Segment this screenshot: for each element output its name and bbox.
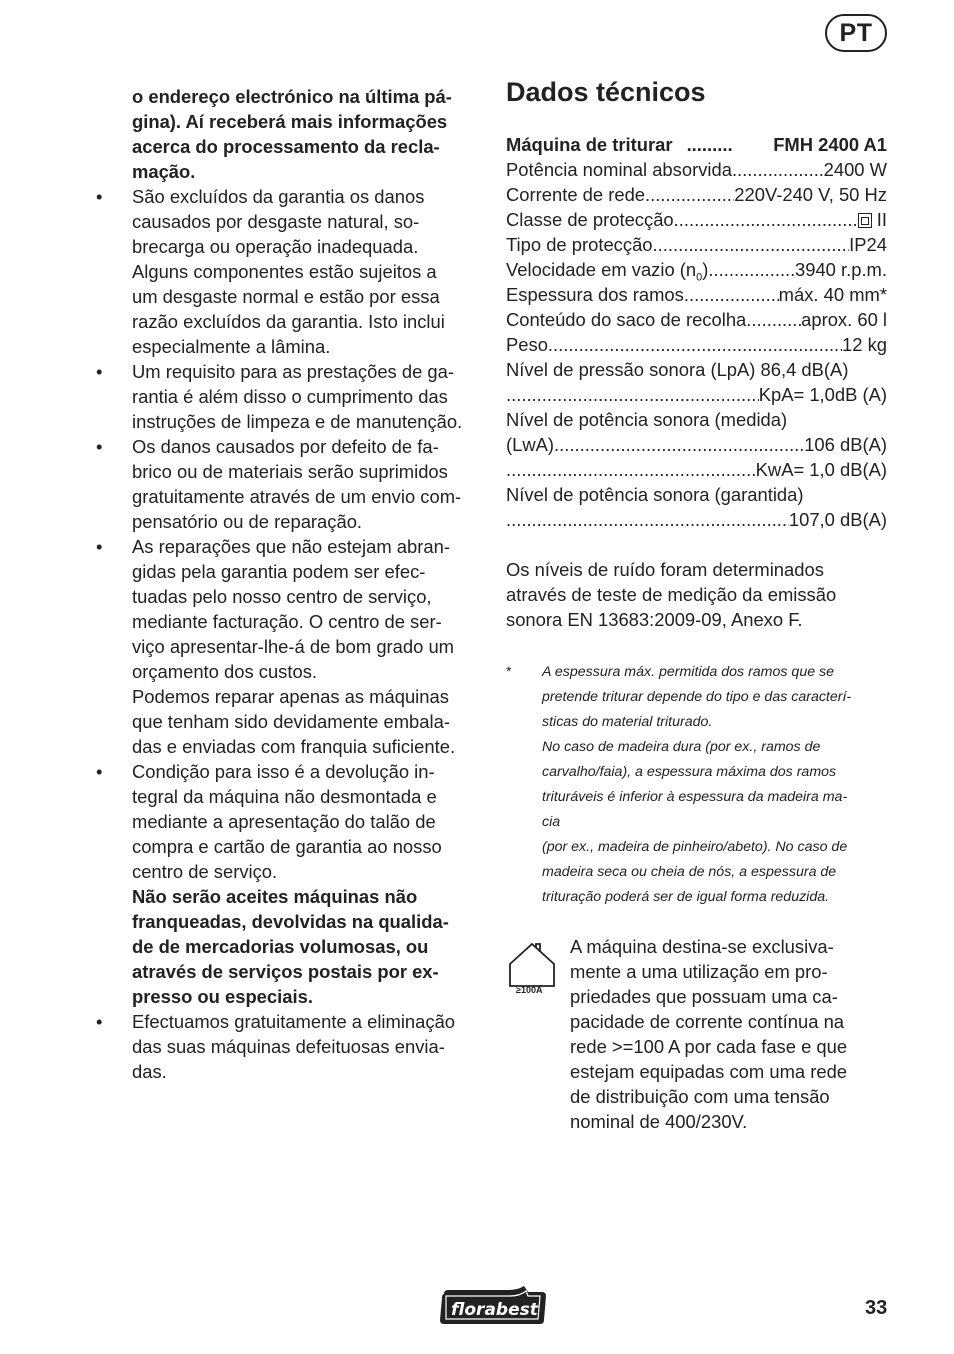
bullet-icon: • bbox=[96, 536, 103, 557]
bullet-icon: • bbox=[96, 436, 103, 457]
spec-list bbox=[506, 132, 887, 532]
intro-paragraph: o endereço electrónico na última pá- gina). Aí receberá mais informações acerca do processamento da recla- mação. bbox=[132, 86, 452, 182]
spec-row-lwa-measured-title: Nível de potência sonora (medida) bbox=[506, 409, 788, 430]
list-item: • As reparações que não estejam abran- gidas pela garantia podem ser efec- tuadas pelo nosso centro de serviço, mediante facturação. O centro de ser- viço apresentar-lhe-á de bom grado um orçamento dos custos. Podemos reparar apenas as máquinas que tenham sido devidamente embala- das e enviadas com franquia suficiente. bbox=[95, 534, 485, 759]
list-item: • Efectuamos gratuitamente a eliminação das suas máquinas defeituosas envia- das. bbox=[96, 1011, 456, 1082]
list-item: • Um requisito para as prestações de ga- rantia é além disso o cumprimento das instruções de limpeza e de manutenção. bbox=[96, 361, 463, 432]
spec-row-weight: Peso ..... 12 kg bbox=[506, 332, 887, 357]
spec-row-lpa: Nível de pressão sonora (LpA) 86,4 dB(A) bbox=[506, 359, 849, 380]
bullet-icon: • bbox=[96, 361, 103, 382]
house-icon-label: ≥100A bbox=[516, 985, 543, 994]
right-column bbox=[506, 74, 887, 1134]
page-number: 33 bbox=[865, 1297, 888, 1319]
section-title: Dados técnicos bbox=[506, 77, 706, 107]
spec-row-kpa: ..... KpA= 1,0dB (A) bbox=[506, 382, 887, 407]
spec-row-lwa: (LwA) ..... 106 dB(A) bbox=[506, 432, 887, 457]
mains-supply-note: ≥100A A máquina destina-se exclusiva- mente a uma utilização em pro- priedades que possuam uma ca- pacidade de corrente contínua na rede >=100 A por cada fase e que estejam equipadas com uma rede de distribuição com uma tensão nominal de 400/230V. bbox=[506, 934, 887, 1134]
bullet-icon: • bbox=[96, 761, 103, 782]
list-item: • Condição para isso é a devolução in- tegral da máquina não desmontada e mediante a apresentação do talão de compra e cartão de garantia ao nosso centro de serviço. Não serão aceites máquinas não franqueadas, devolvidas na qualida- de de mercadorias volumosas, ou através de serviços postais por ex- presso ou especiais. bbox=[95, 759, 485, 1009]
spec-row-lwa-guaranteed-title: Nível de potência sonora (garantida) bbox=[506, 484, 804, 505]
spec-row-model: Máquina de triturar ......... FMH 2400 A1 bbox=[506, 134, 887, 155]
logo-text: florabest bbox=[451, 1300, 538, 1320]
spec-row-kwa: ..... KwA= 1,0 dB(A) bbox=[506, 457, 887, 482]
spec-row-power: Potência nominal absorvida ..... 2400 W bbox=[506, 157, 887, 182]
spec-row-current: Corrente de rede ..... 220V-240 V, 50 Hz bbox=[506, 182, 887, 207]
footnote-marker: * bbox=[506, 664, 512, 680]
footnote: * A espessura máx. permitida dos ramos que se pretende triturar depende do tipo e das caracterí- sticas do material triturado. No caso de madeira dura (por ex., ramos de carvalho/faia), a espessura máxima dos ramos trituráveis é inferior à espessura da madeira ma- cia (por ex., madeira de pinheiro/abeto). No caso de madeira seca ou cheia de nós, a espessura de trituração poderá ser de igual forma reduzida. bbox=[506, 660, 887, 910]
florabest-logo bbox=[438, 1284, 548, 1326]
noise-paragraph: Os níveis de ruído foram determinados através de teste de medição da emissão sonora EN 13683:2009-09, Anexo F. bbox=[506, 559, 837, 630]
list-item: • Os danos causados por defeito de fa- brico ou de materiais serão suprimidos gratuitamente através de um envio com- pensatório ou de reparação. bbox=[96, 436, 462, 532]
spec-row-bag: Conteúdo do saco de recolha ..... aprox. 60 l bbox=[506, 307, 887, 332]
bullet-icon: • bbox=[96, 1011, 103, 1032]
spec-row-lwa-guaranteed: ..... 107,0 dB(A) bbox=[506, 507, 887, 532]
house-power-icon bbox=[506, 938, 562, 994]
repair-note: Podemos reparar apenas as máquinas bbox=[132, 686, 449, 707]
warning-note: Não serão aceites máquinas não franqueadas, devolvidas na qualida- de de mercadorias volumosas, ou através de serviços postais por ex- presso ou especiais. bbox=[132, 886, 449, 1007]
language-badge: PT bbox=[825, 14, 887, 52]
double-insulation-icon bbox=[858, 213, 872, 228]
list-item: • São excluídos da garantia os danos causados por desgaste natural, so- brecarga ou operação inadequada. Alguns componentes estão sujeitos a um desgaste normal e estão por essa razão excluídos da garantia. Isto inclui especialmente a lâmina. bbox=[96, 186, 445, 357]
spec-row-class: Classe de protecção ..... II bbox=[506, 207, 887, 232]
spec-row-speed: Velocidade em vazio $(n_0)$ ..... 3940 r.p.m. bbox=[506, 257, 887, 282]
spec-row-type: Tipo de protecção ..... IP24 bbox=[506, 232, 887, 257]
bullet-icon: • bbox=[96, 186, 103, 207]
left-column bbox=[95, 84, 485, 1084]
spec-row-thickness: Espessura dos ramos ..... máx. 40 mm* bbox=[506, 282, 887, 307]
